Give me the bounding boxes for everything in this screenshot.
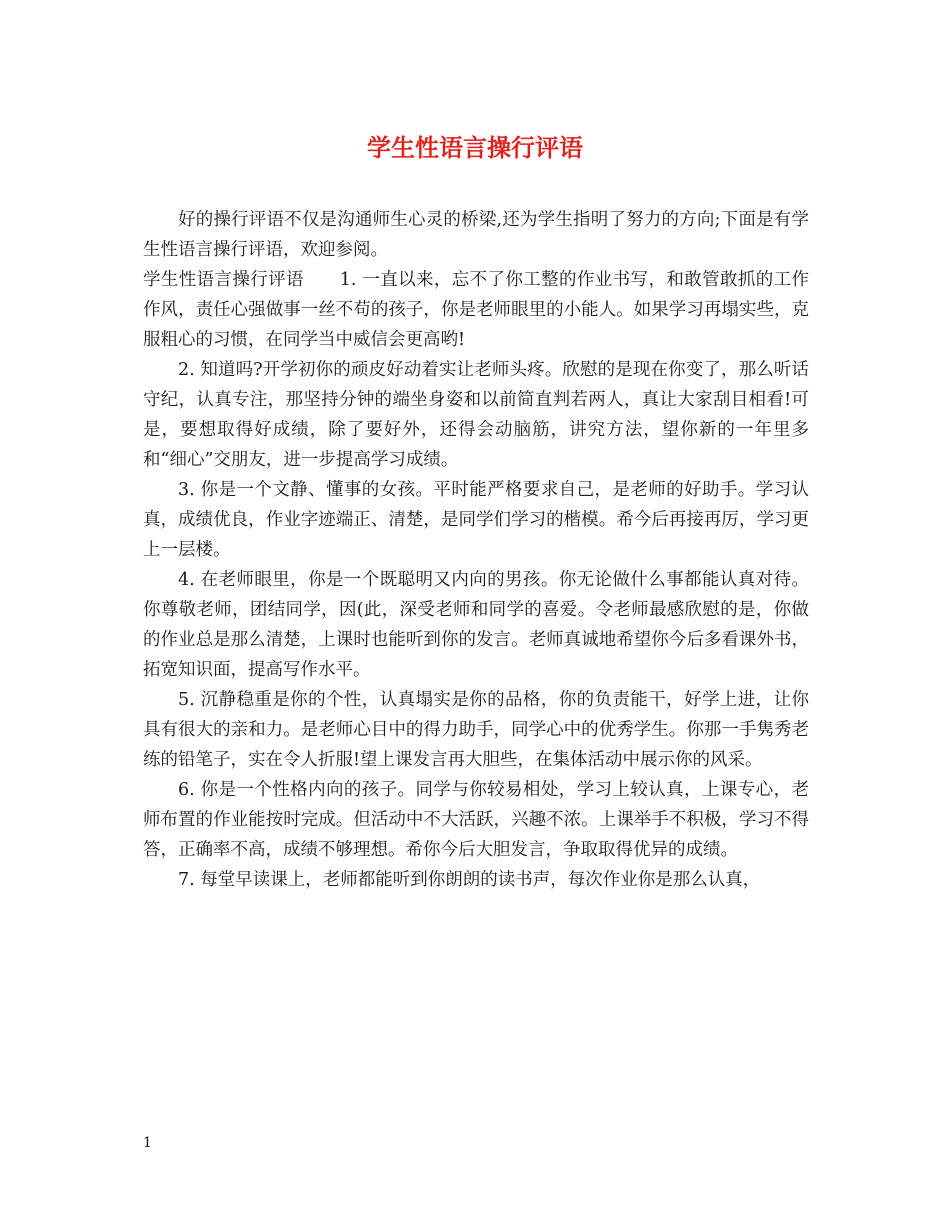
paragraph-comment-6: 6. 你是一个性格内向的孩子。同学与你较易相处，学习上较认真，上课专心，老师布置的作业能按时完成。但活动中不大活跃，兴趣不浓。上课举手不积极，学习不得答，正确率不高，成绩不够理想。希你今后大胆发言，争取取得优异的成绩。 xyxy=(143,780,809,860)
paragraph-comment-1: 学生性语言操行评语 1. 一直以来，忘不了你工整的作业书写，和敢管敢抓的工作作风，责任心强做事一丝不苟的孩子，你是老师眼里的小能人。如果学习再塌实些，克服粗心的习惯，在同学当中威信会更高哟! xyxy=(143,270,809,350)
document-body xyxy=(143,205,809,895)
paragraph-comment-5: 5. 沉静稳重是你的个性，认真塌实是你的品格，你的负责能干，好学上进，让你具有很大的亲和力。是老师心目中的得力助手，同学心中的优秀学生。你那一手隽秀老练的铅笔子，实在令人折服!望上课发言再大胆些，在集体活动中展示你的风采。 xyxy=(143,690,809,770)
paragraph-comment-3: 3. 你是一个文静、懂事的女孩。平时能严格要求自己，是老师的好助手。学习认真，成绩优良，作业字迹端正、清楚，是同学们学习的楷模。希今后再接再厉，学习更上一层楼。 xyxy=(143,480,809,560)
document-title: 学生性语言操行评语 xyxy=(367,133,583,162)
paragraph-comment-4: 4. 在老师眼里，你是一个既聪明又内向的男孩。你无论做什么事都能认真对待。你尊敬老师，团结同学，因(此，深受老师和同学的喜爱。令老师最感欣慰的是，你做的作业总是那么清楚，上课时也能听到你的发言。老师真诚地希望你今后多看课外书，拓宽知识面，提高写作水平。 xyxy=(143,570,809,680)
paragraph-intro: 好的操行评语不仅是沟通师生心灵的桥梁,还为学生指明了努力的方向;下面是有学生性语言操行评语，欢迎参阅。 xyxy=(143,210,809,260)
paragraph-comment-7: 7. 每堂早读课上，老师都能听到你朗朗的读书声，每次作业你是那么认真， xyxy=(178,870,761,890)
paragraph-comment-2: 2. 知道吗?开学初你的顽皮好动着实让老师头疼。欣慰的是现在你变了，那么听话守纪，认真专注，那坚持分钟的端坐身姿和以前简直判若两人，真让大家刮目相看!可是，要想取得好成绩，除了要好外，还得会动脑筋，讲究方法，望你新的一年里多和“细心”交朋友，进一步提高学习成绩。 xyxy=(143,360,809,470)
page-number: 1 xyxy=(143,1135,152,1151)
